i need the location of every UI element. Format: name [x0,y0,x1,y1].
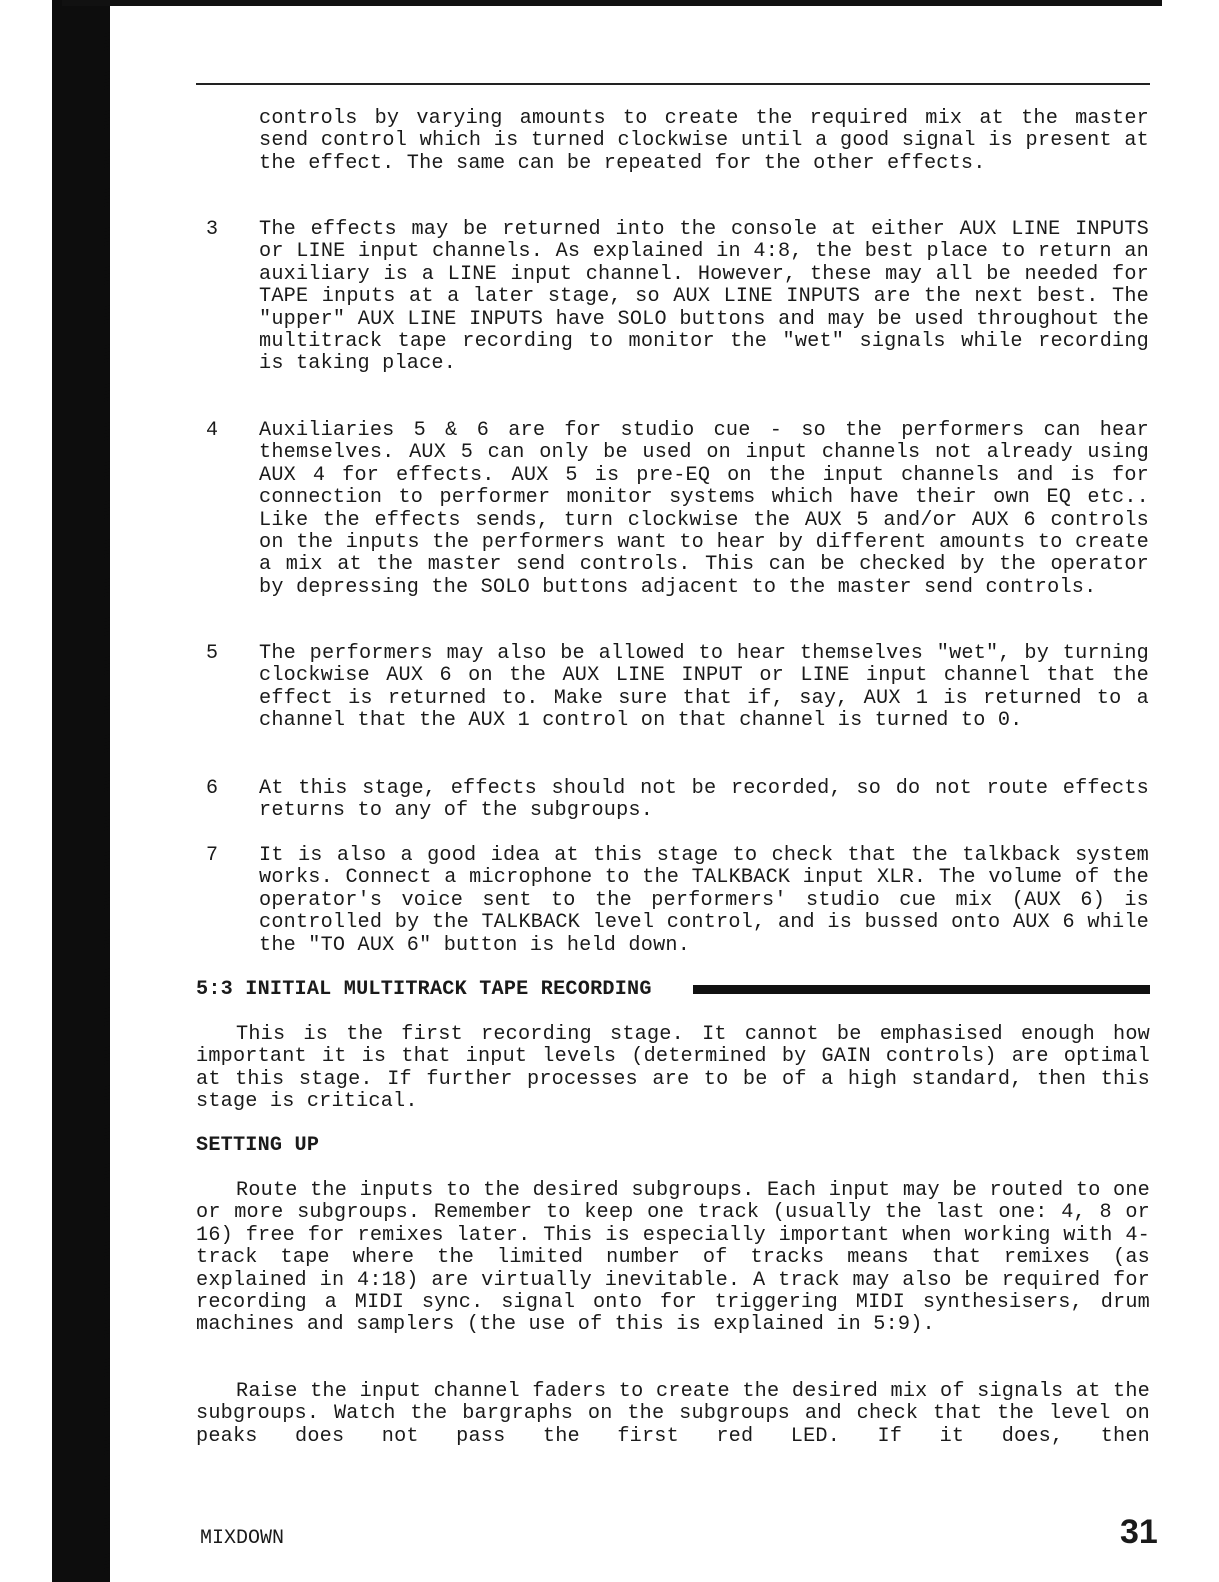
binding-hole [96,658,102,682]
binding-hole [96,268,102,292]
binding-hole [96,1243,102,1267]
binding-hole [96,1399,102,1423]
binding-hole [96,34,102,58]
binding-hole [96,229,102,253]
binding-hole [96,1126,102,1150]
binding-hole [96,1438,102,1462]
item-4-text: Auxiliaries 5 & 6 are for studio cue - so the performers can hear themselves. AUX 5 can only be used on input channels not already using AUX 4 for effects. AUX 5 is pre-EQ on the input channels and is for connection to performer monitor systems which have their own EQ etc.. Like the effects sends, turn clockwise the AUX 5 and/or AUX 6 controls on the inputs the performers want to hear by different amounts to create a mix at the master send controls. This can be checked by the operator by depressing the SOLO buttons adjacent to the master send controls. [259,419,1149,599]
item-5-text: The performers may also be allowed to hear themselves "wet", by turning clockwise AUX 6 on the AUX LINE INPUT or LINE input channel that the effect is returned to. Make sure that if, say, AUX 1 is returned to a channel that the AUX 1 control on that channel is turned to 0. [259,642,1149,733]
binding-hole [96,1360,102,1384]
binding-hole [96,892,102,916]
binding-hole [96,190,102,214]
footer-title: MIXDOWN [200,1527,285,1550]
item-6-text: At this stage, effects should not be recorded, so do not route effects returns to any of the subgroups. [259,777,1149,823]
continuation-paragraph: controls by varying amounts to create the required mix at the master send control which is turned clockwise until a good signal is present at the effect. The same can be repeated for the other effects. [259,107,1149,175]
binding-hole [96,1516,102,1540]
item-number-7: 7 [206,844,219,867]
binding-hole [96,1009,102,1033]
binding-hole [96,1477,102,1501]
binding-hole [96,307,102,331]
intro-paragraph: This is the first recording stage. It cannot be emphasised enough how important it is that input levels (determined by GAIN controls) are optimal at this stage. If further processes are to be of a high standard, then this stage is critical. [196,1023,1150,1114]
binding-hole [96,1204,102,1228]
setup-paragraph-2: Raise the input channel faders to create the desired mix of signals at the subgroups. Watch the bargraphs on the subgroups and check that the level on peaks does not pass the first red LED. If it does, then [196,1380,1150,1448]
binding-hole [96,151,102,175]
binding-hole [96,1555,102,1579]
binding-hole [96,385,102,409]
page-number: 31 [1120,1513,1158,1551]
item-number-4: 4 [206,419,219,442]
binding-hole [96,970,102,994]
section-heading: 5:3 INITIAL MULTITRACK TAPE RECORDING [196,978,652,1001]
binding-hole [96,580,102,604]
binding-hole [96,463,102,487]
binding-hole [96,502,102,526]
binding-hole [96,853,102,877]
binding-hole [96,814,102,838]
binding-hole [96,1048,102,1072]
binding-hole [96,619,102,643]
binding-hole [96,73,102,97]
header-rule [196,83,1150,85]
item-3-text: The effects may be returned into the console at either AUX LINE INPUTS or LINE input channels. As explained in 4:8, the best place to return an auxiliary is a LINE input channel. However, these may all be needed for TAPE inputs at a later stage, so AUX LINE INPUTS are the next best. The "upper" AUX LINE INPUTS have SOLO buttons and may be used throughout the multitrack tape recording to monitor the "wet" signals while recording is taking place. [259,218,1149,376]
binding-hole [96,541,102,565]
subheading-setting-up: SETTING UP [196,1134,320,1157]
binding-hole [96,931,102,955]
binding-hole [96,346,102,370]
item-7-text: It is also a good idea at this stage to check that the talkback system works. Connect a microphone to the TALKBACK input XLR. The volume of the operator's voice sent to the performers' studio cue mix (AUX 6) is controlled by the TALKBACK level control, and is bussed onto AUX 6 while the "TO AUX 6" button is held down. [259,844,1149,957]
binding-hole [96,775,102,799]
binding-hole [96,112,102,136]
binding-hole [96,1087,102,1111]
item-number-3: 3 [206,218,219,241]
binding-hole [96,1321,102,1345]
top-edge-line [62,0,1162,6]
binding-hole [96,424,102,448]
binding-hole [96,1165,102,1189]
item-number-6: 6 [206,777,219,800]
spiral-binding [0,0,110,1582]
setup-paragraph-1: Route the inputs to the desired subgroups. Each input may be routed to one or more subgroups. Remember to keep one track (usually the last one: 4, 8 or 16) free for remixes later. This is especially important when working with 4-track tape where the limited number of tracks means that remixes (as explained in 4:18) are virtually inevitable. A track may also be required for recording a MIDI sync. signal onto for triggering MIDI synthesisers, drum machines and samplers (the use of this is explained in 5:9). [196,1179,1150,1337]
section-heading-bar [693,985,1150,994]
item-number-5: 5 [206,642,219,665]
binding-hole [96,736,102,760]
binding-hole [96,697,102,721]
binding-hole [96,1282,102,1306]
